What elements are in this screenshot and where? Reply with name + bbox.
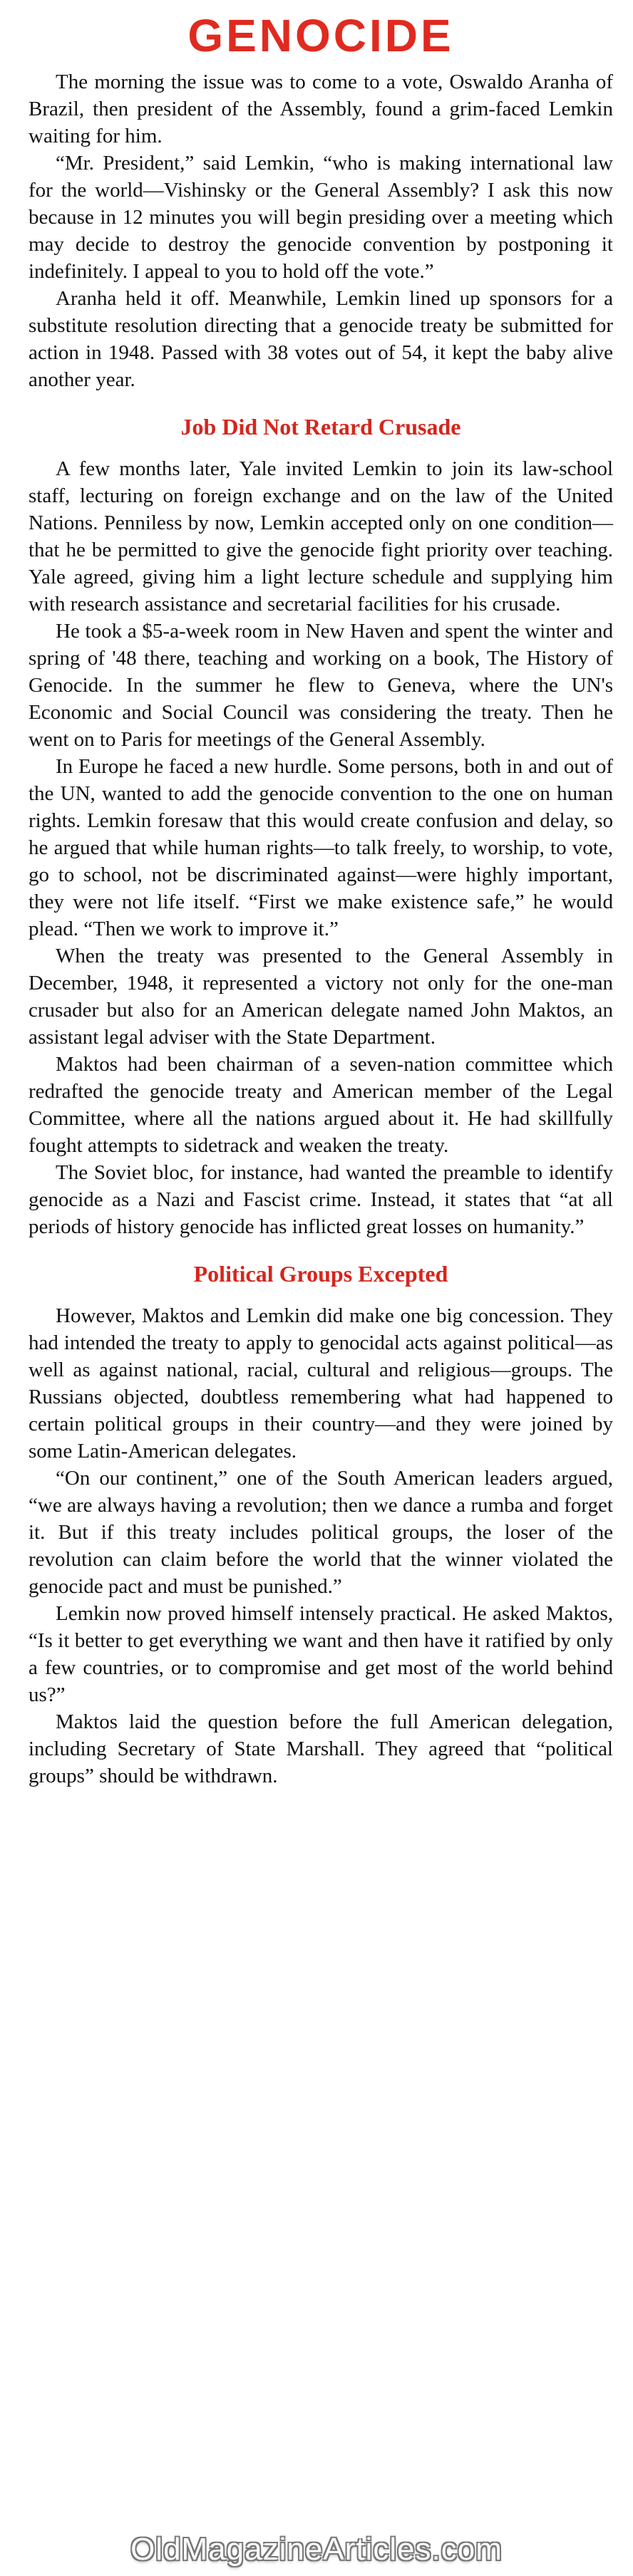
subheading-political-groups-excepted: Political Groups Excepted: [193, 1261, 448, 1287]
paragraph: Maktos had been chairman of a seven-nation committee which redrafted the genocide treaty and American member of the Legal Committee, where all the nations argued about it. He had skillfully fought attempts to sidetrack and weaken the treaty.: [29, 1053, 613, 1158]
paragraph: Maktos laid the question before the full American delegation, including Secretary of State Marshall. They agreed that “political groups” should be withdrawn.: [29, 1710, 613, 1788]
paragraph: The morning the issue was to come to a vote, Oswaldo Aranha of Brazil, then president of the Assembly, found a grim-faced Lemkin waiting for him.: [29, 71, 613, 147]
paragraph: However, Maktos and Lemkin did make one big concession. They had intended the treaty to apply to genocidal acts against political—as well as against national, racial, cultural and religious—groups. The Russians objected, doubtless remembering what had happened to certain political groups in their country—and they were joined by some Latin-American delegates.: [29, 1304, 613, 1463]
paragraph: Lemkin now proved himself intensely practical. He asked Maktos, “Is it better to get everything we want and then have it ratified by only a few countries, or to compromise and get most of the world behind us?”: [29, 1602, 613, 1707]
paragraph: A few months later, Yale invited Lemkin to join its law-school staff, lecturing on foreign exchange and on the law of the United Nations. Penniless by now, Lemkin accepted only on one condition—that he be permitted to give the genocide fight priority over teaching. Yale agreed, giving him a light lecture schedule and supplying him with research assistance and secretarial facilities for his crusade.: [29, 457, 613, 616]
paragraph: He took a $5-a-week room in New Haven and spent the winter and spring of '48 there, teaching and working on a book, The History of Genocide. In the summer he flew to Geneva, where the UN's Economic and Social Council was considering the treaty. Then he went on to Paris for meetings of the General Assembly.: [29, 620, 613, 752]
paragraph: When the treaty was presented to the General Assembly in December, 1948, it represented a victory not only for the one-man crusader but also for an American delegate named John Maktos, an assistant legal adviser with the State Department.: [29, 945, 613, 1049]
subheading-job-did-not-retard-crusade: Job Did Not Retard Crusade: [180, 414, 461, 440]
article-title: GENOCIDE: [187, 10, 454, 61]
paragraph: Aranha held it off. Meanwhile, Lemkin lined up sponsors for a substitute resolution directing that a genocide treaty be submitted for action in 1948. Passed with 38 votes out of 54, it kept the baby alive another year.: [29, 287, 613, 391]
article-column: [29, 0, 613, 1790]
paragraph: “Mr. President,” said Lemkin, “who is making international law for the world—Vishinsky or the General Assembly? I ask this now because in 12 minutes you will begin presiding over a meeting which may decide to destroy the genocide convention by postponing it indefinitely. I appeal to you to hold off the vote.”: [29, 152, 613, 283]
paragraph: In Europe he faced a new hurdle. Some persons, both in and out of the UN, wanted to add the genocide convention to the one on human rights. Lemkin foresaw that this would create confusion and delay, so he argued that while human rights—to talk freely, to worship, to vote, go to school, not be discriminated against—were highly important, they were not life itself. “First we make existence safe,” he would plead. “Then we work to improve it.”: [29, 755, 613, 941]
paragraph: “On our continent,” one of the South American leaders argued, “we are always having a revolution; then we dance a rumba and forget it. But if this treaty includes political groups, the loser of the revolution can claim before the world that the winner violated the genocide pact and must be punished.”: [29, 1467, 613, 1599]
paragraph: The Soviet bloc, for instance, had wanted the preamble to identify genocide as a Nazi and Fascist crime. Instead, it states that “at all periods of history genocide has inflicted great losses on humanity.”: [29, 1161, 613, 1239]
site-watermark: OldMagazineArticles.com: [130, 2532, 503, 2567]
